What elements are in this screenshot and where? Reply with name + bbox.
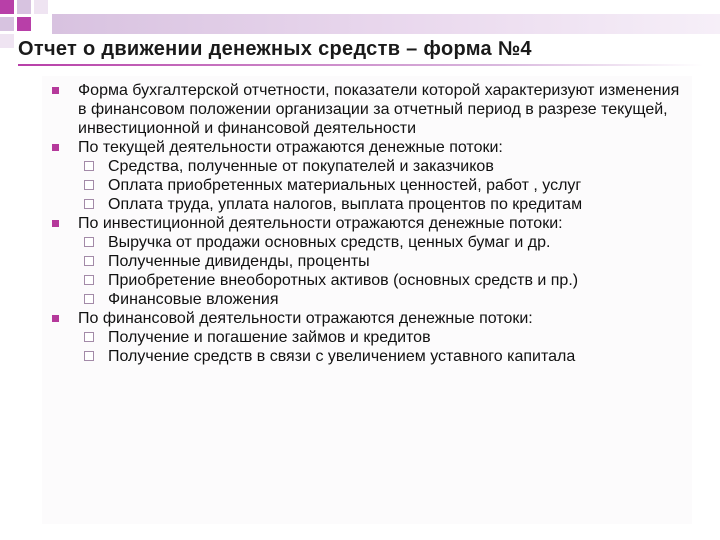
- sub-item-text: Получение средств в связи с увеличением уставного капитала: [108, 348, 576, 365]
- decor-square: [0, 17, 14, 31]
- sub-list: [78, 233, 692, 309]
- checkbox-bullet-icon: [84, 199, 94, 209]
- list-item-text: По инвестиционной деятельности отражаются денежные потоки:: [78, 215, 563, 232]
- checkbox-bullet-icon: [84, 275, 94, 285]
- decor-square: [0, 0, 14, 14]
- checkbox-bullet-icon: [84, 237, 94, 247]
- bullet-list: [42, 76, 692, 366]
- sub-item-text: Полученные дивиденды, проценты: [108, 253, 370, 270]
- sub-list-item: [108, 195, 692, 214]
- sub-list-item: [108, 271, 692, 290]
- square-bullet-icon: [52, 220, 59, 227]
- checkbox-bullet-icon: [84, 294, 94, 304]
- list-item: [42, 214, 692, 309]
- sub-item-text: Приобретение внеоборотных активов (основных средств и пр.): [108, 272, 579, 289]
- square-bullet-icon: [52, 315, 59, 322]
- checkbox-bullet-icon: [84, 351, 94, 361]
- decor-square: [17, 17, 31, 31]
- sub-list-item: [108, 290, 692, 309]
- checkbox-bullet-icon: [84, 180, 94, 190]
- sub-list-item: [108, 157, 692, 176]
- list-item: [42, 138, 692, 214]
- slide-title: Отчет о движении денежных средств – форма №4: [18, 38, 532, 60]
- list-item-text: По текущей деятельности отражаются денежные потоки:: [78, 139, 503, 156]
- decor-square: [17, 0, 31, 14]
- checkbox-bullet-icon: [84, 256, 94, 266]
- sub-list: [78, 328, 692, 366]
- checkbox-bullet-icon: [84, 161, 94, 171]
- sub-list: [78, 157, 692, 214]
- slide-content: [42, 76, 692, 524]
- list-item: [42, 309, 692, 366]
- sub-item-text: Выручка от продажи основных средств, ценных бумаг и др.: [108, 234, 551, 251]
- square-bullet-icon: [52, 144, 59, 151]
- sub-item-text: Финансовые вложения: [108, 291, 279, 308]
- decor-square: [0, 34, 14, 48]
- sub-item-text: Оплата приобретенных материальных ценностей, работ , услуг: [108, 177, 582, 194]
- sub-item-text: Средства, полученные от покупателей и заказчиков: [108, 158, 494, 175]
- list-item-text: По финансовой деятельности отражаются денежные потоки:: [78, 310, 533, 327]
- sub-list-item: [108, 233, 692, 252]
- sub-list-item: [108, 328, 692, 347]
- sub-list-item: [108, 252, 692, 271]
- sub-item-text: Оплата труда, уплата налогов, выплата процентов по кредитам: [108, 196, 583, 213]
- list-item-text: Форма бухгалтерской отчетности, показатели которой характеризуют изменения в финансовом положении организации за отчетный период в разрезе текущей, инвестиционной и финансовой деятельности: [78, 82, 680, 137]
- header-band: [52, 14, 720, 34]
- sub-list-item: [108, 347, 692, 366]
- list-item: [42, 81, 692, 138]
- title-divider: [18, 64, 703, 66]
- decor-square: [34, 0, 48, 14]
- checkbox-bullet-icon: [84, 332, 94, 342]
- sub-list-item: [108, 176, 692, 195]
- square-bullet-icon: [52, 87, 59, 94]
- sub-item-text: Получение и погашение займов и кредитов: [108, 329, 431, 346]
